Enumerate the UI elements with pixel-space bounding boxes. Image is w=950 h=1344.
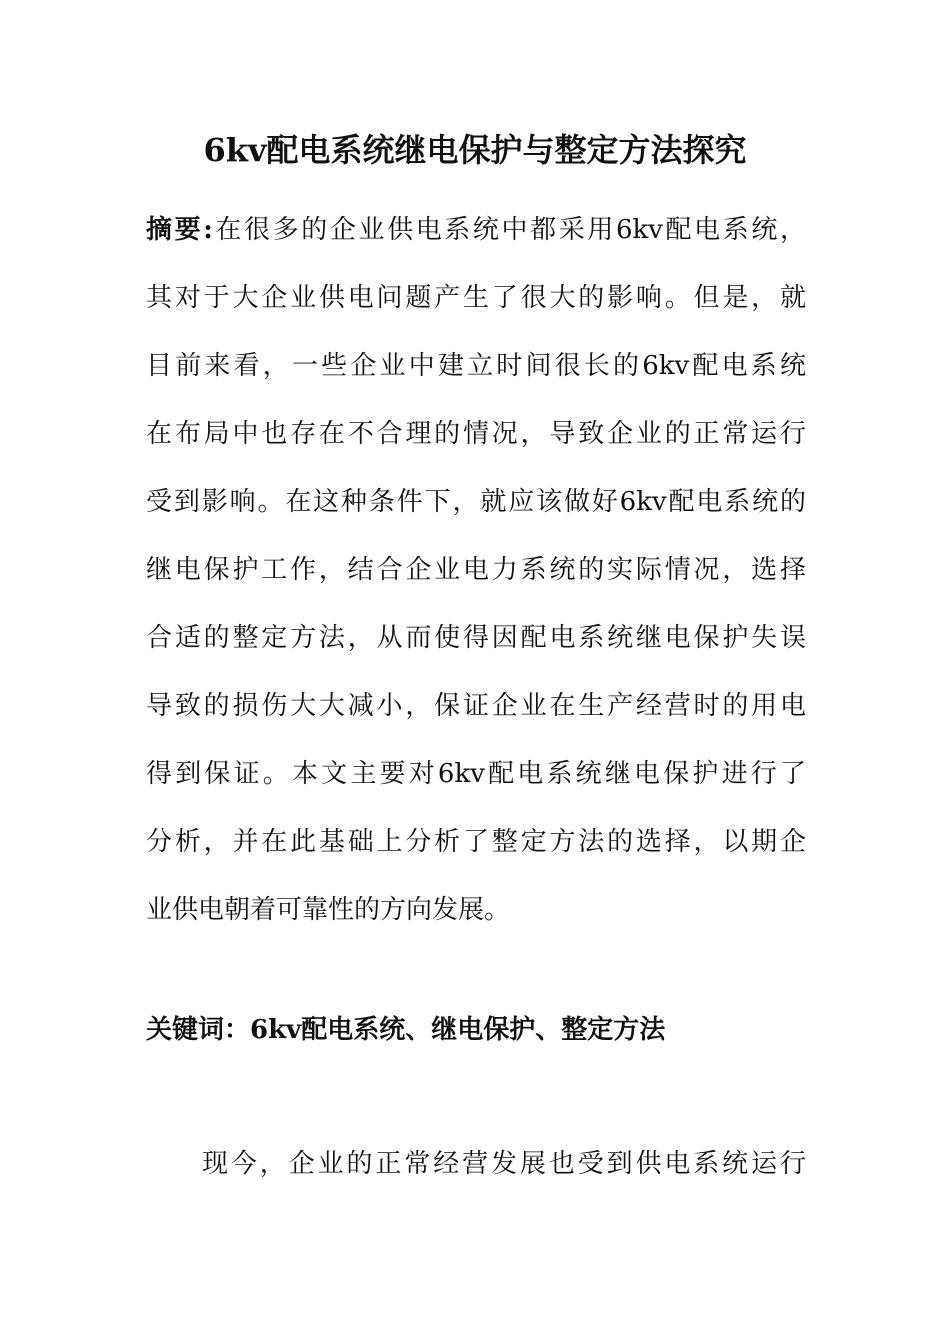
abstract-line: 合适的整定方法，从而使得因配电系统继电保护失误 bbox=[146, 623, 806, 653]
document-title: 6kv配电系统继电保护与整定方法探究 bbox=[203, 131, 747, 169]
abstract-line: 在布局中也存在不合理的情况，导致企业的正常运行 bbox=[146, 419, 806, 449]
abstract-paragraph bbox=[146, 196, 806, 944]
abstract-line: 得到保证。本文主要对6kv配电系统继电保护进行了 bbox=[146, 759, 806, 789]
abstract-line: 分析，并在此基础上分析了整定方法的选择，以期企 bbox=[146, 827, 806, 857]
abstract-line: 继电保护工作，结合企业电力系统的实际情况，选择 bbox=[146, 555, 806, 585]
abstract-text: 在很多的企业供电系统中都采用6kv配电系统， bbox=[212, 215, 806, 245]
body-paragraph: 现今，企业的正常经营发展也受到供电系统运行 bbox=[202, 1149, 806, 1179]
abstract-line: 其对于大企业供电问题产生了很大的影响。但是，就 bbox=[146, 283, 806, 313]
abstract-line: 导致的损伤大大减小，保证企业在生产经营时的用电 bbox=[146, 691, 806, 721]
abstract-label: 摘要: bbox=[146, 215, 213, 245]
abstract-line: 业供电朝着可靠性的方向发展。 bbox=[146, 895, 511, 925]
abstract-line: 受到影响。在这种条件下，就应该做好6kv配电系统的 bbox=[146, 487, 806, 517]
abstract-line bbox=[146, 196, 806, 264]
abstract-line: 目前来看，一些企业中建立时间很长的6kv配电系统 bbox=[146, 351, 806, 381]
keywords-line: 关键词：6kv配电系统、继电保护、整定方法 bbox=[146, 1015, 666, 1045]
